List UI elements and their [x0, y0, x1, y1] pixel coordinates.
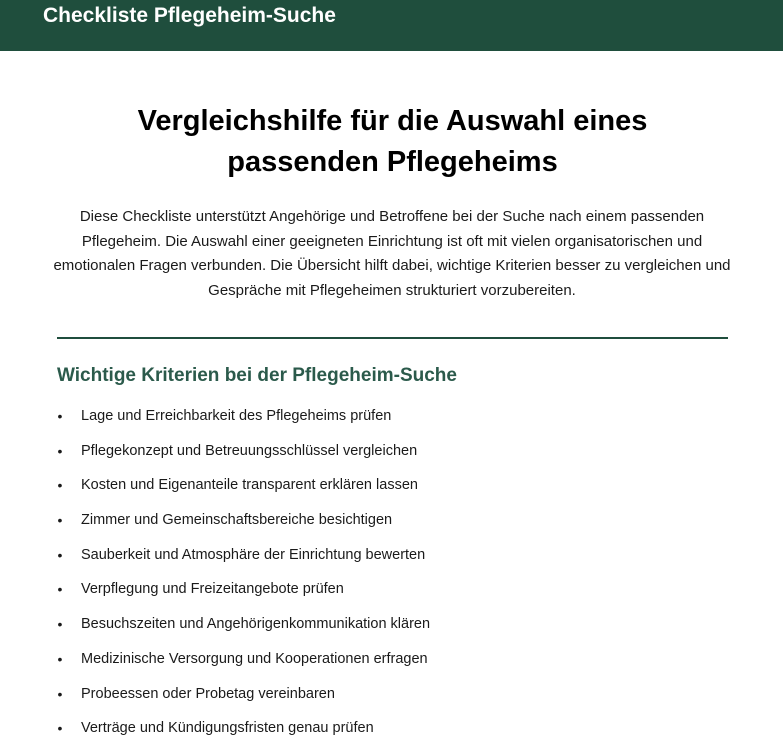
section-heading: Wichtige Kriterien bei der Pflegeheim-Suche	[57, 365, 457, 386]
section-divider	[57, 337, 728, 339]
criteria-item-label: Medizinische Versorgung und Kooperationen erfragen	[81, 650, 428, 667]
bullet-icon: •	[57, 720, 63, 737]
bullet-icon: •	[57, 581, 63, 598]
criteria-item-label: Pflegekonzept und Betreuungsschlüssel vergleichen	[81, 442, 418, 459]
bullet-icon: •	[57, 442, 63, 459]
bullet-icon: •	[57, 477, 63, 494]
criteria-item-label: Besuchszeiten und Angehörigenkommunikation klären	[81, 616, 431, 633]
criteria-item-label: Kosten und Eigenanteile transparent erklären lassen	[81, 477, 418, 494]
criteria-item-label: Verpflegung und Freizeitangebote prüfen	[81, 581, 344, 598]
bullet-icon: •	[57, 616, 63, 633]
bullet-icon: •	[57, 546, 63, 563]
criteria-item-label: Sauberkeit und Atmosphäre der Einrichtung bewerten	[81, 546, 426, 563]
intro-paragraph: Diese Checkliste unterstützt Angehörige und Betroffene bei der Suche nach einem passenden Pflegeheim. Die Auswahl einer geeigneten Einrichtung ist oft mit vielen organisatorischen und emotionalen Fragen verbunden. Die Übersicht hilft dabei, wichtige Kriterien besser zu vergleichen und Gespräche mit Pflegeheimen strukturiert vorzubereiten.	[53, 208, 731, 300]
criteria-item-label: Verträge und Kündigungsfristen genau prüfen	[81, 720, 374, 737]
bullet-icon: •	[57, 408, 63, 424]
criteria-item-label: Zimmer und Gemeinschaftsbereiche besichtigen	[81, 512, 393, 529]
criteria-item-label: Lage und Erreichbarkeit des Pflegeheims prüfen	[81, 408, 392, 424]
page-title: Vergleichshilfe für die Auswahl eines passenden Pflegeheims	[137, 105, 648, 178]
bullet-icon: •	[57, 685, 63, 702]
bullet-icon: •	[57, 512, 63, 529]
header-bar	[0, 0, 783, 51]
bullet-icon: •	[57, 650, 63, 667]
header-title: Checkliste Pflegeheim-Suche	[43, 4, 336, 27]
criteria-item-label: Probeessen oder Probetag vereinbaren	[81, 685, 335, 702]
